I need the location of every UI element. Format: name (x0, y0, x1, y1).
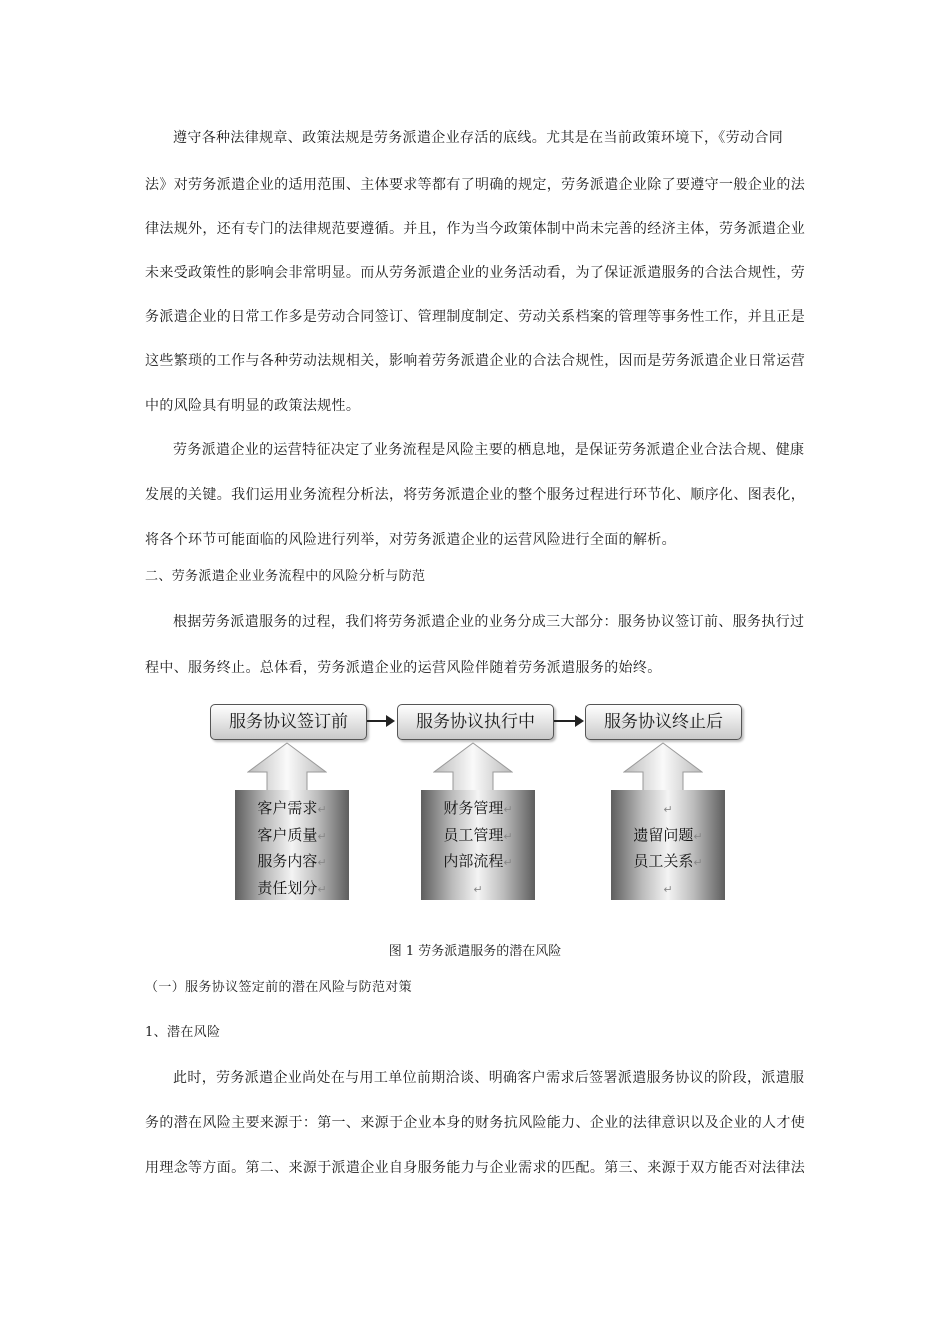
return-mark: ↵ (317, 882, 327, 896)
return-mark: ↵ (317, 856, 327, 869)
paragraph-1-line: 遵守各种法律规章、政策法规是劳务派遣企业存活的底线。尤其是在当前政策环境下，《劳动合同 (173, 130, 784, 146)
paragraph-1-line: 中的风险具有明显的政策法规性。 (145, 398, 361, 414)
risk-box-before (235, 790, 349, 900)
risk-item: 内部流程 (443, 852, 504, 870)
risk-item: 服务内容 (257, 852, 318, 870)
risk-flow-diagram (205, 700, 750, 910)
up-arrow-icon (247, 742, 327, 794)
section-heading: 二、劳务派遣企业业务流程中的风险分析与防范 (145, 569, 426, 584)
risk-item: 客户质量 (257, 825, 318, 844)
flow-arrow (554, 720, 582, 722)
paragraph-1-line: 务派遣企业的日常工作多是劳动合同签订、管理制度制定、劳动关系档案的管理等事务性工作，并且正是 (145, 309, 806, 325)
return-mark: ↵ (503, 803, 513, 816)
paragraph-2-line: 将各个环节可能面临的风险进行列举，对劳务派遣企业的运营风险进行全面的解析。 (145, 532, 676, 548)
risk-box-execution (421, 790, 535, 900)
return-mark: ↵ (693, 829, 703, 843)
return-mark: ↵ (317, 829, 327, 843)
return-mark: ↵ (473, 882, 483, 896)
sub-subsection-heading: 1、潜在风险 (145, 1025, 221, 1040)
risk-item: 财务管理 (443, 799, 504, 817)
paragraph-4-line: 此时，劳务派遣企业尚处在与用工单位前期洽谈、明确客户需求后签署派遣服务协议的阶段，派遣服 (173, 1070, 805, 1086)
paragraph-2-line: 发展的关键。我们运用业务流程分析法，将劳务派遣企业的整个服务过程进行环节化、顺序化、图表化， (145, 487, 806, 503)
return-mark: ↵ (663, 803, 673, 816)
risk-item: 员工管理 (443, 825, 504, 844)
risk-item: 责任划分 (257, 878, 318, 897)
paragraph-3-line: 程中、服务终止。总体看，劳务派遣企业的运营风险伴随着劳务派遣服务的始终。 (145, 660, 662, 676)
paragraph-1-line: 这些繁琐的工作与各种劳动法规相关，影响着劳务派遣企业的合法合规性，因而是劳务派遣企业日常运营 (145, 353, 806, 369)
risk-item: 遗留问题 (633, 825, 694, 844)
paragraph-4-line: 务的潜在风险主要来源于：第一、来源于企业本身的财务抗风险能力、企业的法律意识以及企业的人才使 (145, 1115, 806, 1131)
risk-item: 客户需求 (257, 799, 318, 817)
subsection-heading: （一）服务协议签定前的潜在风险与防范对策 (145, 980, 413, 995)
paragraph-1-line: 法》对劳务派遣企业的适用范围、主体要求等都有了明确的规定，劳务派遣企业除了要遵守一般企业的法 (145, 177, 806, 193)
risk-item: 员工关系 (633, 852, 694, 870)
paragraph-4-line: 用理念等方面。第二、来源于派遣企业自身服务能力与企业需求的匹配。第三、来源于双方能否对法律法 (145, 1160, 806, 1176)
paragraph-1-line: 未来受政策性的影响会非常明显。而从劳务派遣企业的业务活动看，为了保证派遣服务的合法合规性，劳 (145, 265, 806, 281)
stage-before-signing: 服务协议签订前 (210, 704, 367, 740)
return-mark: ↵ (503, 856, 513, 869)
flow-arrow (367, 720, 393, 722)
return-mark: ↵ (663, 882, 673, 896)
stage-in-execution: 服务协议执行中 (397, 704, 554, 740)
figure-caption: 图 1 劳务派遣服务的潜在风险 (388, 944, 562, 959)
return-mark: ↵ (317, 803, 327, 816)
risk-box-termination (611, 790, 725, 900)
paragraph-2-line: 劳务派遣企业的运营特征决定了业务流程是风险主要的栖息地，是保证劳务派遣企业合法合规、健康 (173, 442, 805, 458)
paragraph-3-line: 根据劳务派遣服务的过程，我们将劳务派遣企业的业务分成三大部分：服务协议签订前、服务执行过 (173, 614, 805, 630)
up-arrow-icon (433, 742, 513, 794)
up-arrow-icon (623, 742, 703, 794)
stage-after-termination: 服务协议终止后 (585, 704, 742, 740)
paragraph-1-line: 律法规外，还有专门的法律规范要遵循。并且，作为当今政策体制中尚未完善的经济主体，劳务派遣企业 (145, 221, 806, 237)
return-mark: ↵ (503, 829, 513, 843)
return-mark: ↵ (693, 856, 703, 869)
